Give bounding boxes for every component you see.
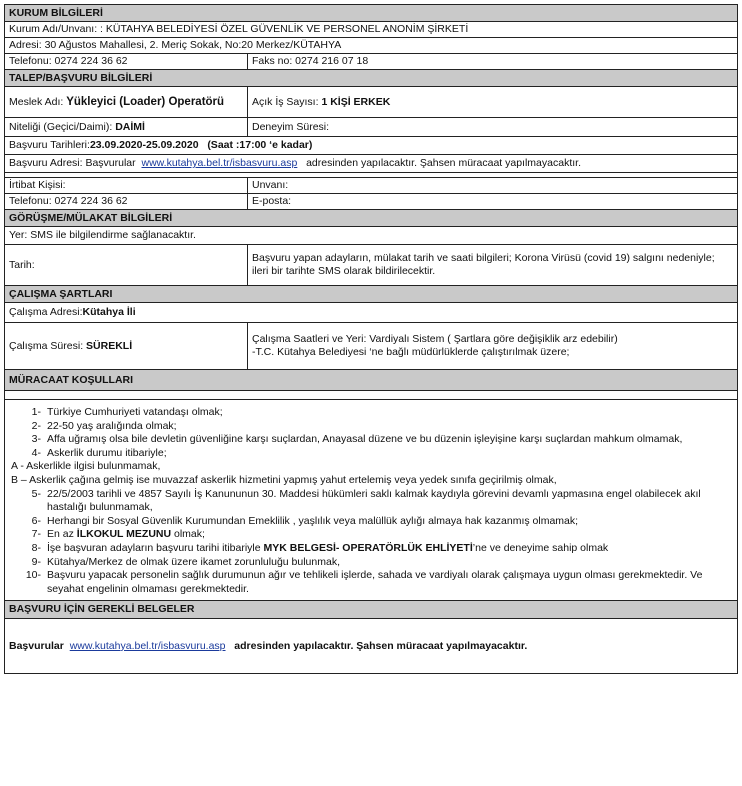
deneyim-label: Deneyim Süresi: <box>248 118 738 137</box>
list-item-text: 22/5/2003 tarihli ve 4857 Sayılı İş Kanununun 30. Maddesi hükümleri saklı kalmak kaydıyla görevini devamlı yapmasına engel olabilecek akıl hastalığı bulunmamak, <box>47 487 701 514</box>
list-item <box>11 515 731 529</box>
section-header-gorusme: GÖRÜŞME/MÜLAKAT BİLGİLERİ <box>5 210 738 227</box>
tarih-value: 23.09.2020-25.09.2020 <box>89 139 199 151</box>
list-item-text-post: ’ne ve deneyime sahip olmak <box>472 541 609 554</box>
list-item-number: 3- <box>31 433 41 446</box>
list-item-number: 5- <box>31 487 41 500</box>
calisma-saat-line2: -T.C. Kütahya Belediyesi ‘ne bağlı müdürlüklerde çalıştırılmak üzere; <box>252 346 570 358</box>
list-item-text <box>47 528 731 542</box>
list-item-text-post: olmak; <box>171 528 205 541</box>
basvuru-link[interactable]: www.kutahya.bel.tr/isbasvuru.asp <box>141 157 298 169</box>
tarih-label: Başvuru Tarihleri: <box>9 139 90 151</box>
section-header-kurum: KURUM BİLGİLERİ <box>5 5 738 22</box>
calisma-saat-cell <box>248 323 738 370</box>
list-item <box>11 488 731 515</box>
section-header-talep: TALEP/BAŞVURU BİLGİLERİ <box>5 70 738 87</box>
acik-is-label: Açık İş Sayısı: <box>252 95 319 108</box>
saat-value: (Saat :17:00 ‘e kadar) <box>207 139 313 151</box>
list-item-text: Herhangi bir Sosyal Güvenlik Kurumundan Emeklilik , yaşlılık veya malüllük aylığı almaya hak kazanmış olmamak; <box>47 514 579 527</box>
calisma-sure-label: Çalışma Süresi: <box>9 339 84 352</box>
list-item <box>11 542 731 556</box>
list-item <box>11 528 731 542</box>
irtibat-label: İrtibat Kişisi: <box>5 178 248 194</box>
list-item-text: Türkiye Cumhuriyeti vatandaşı olmak; <box>47 406 223 418</box>
calisma-sure-value: SÜREKLİ <box>86 339 133 352</box>
basvuru-adres-suffix: adresinden yapılacaktır. Şahsen müracaat yapılmayacaktır. <box>306 157 581 169</box>
belgeler-link[interactable]: www.kutahya.bel.tr/isbasvuru.asp <box>69 639 226 652</box>
list-item <box>11 460 731 474</box>
list-item-number: 9- <box>31 555 41 568</box>
section-header-belgeler: BAŞVURU İÇİN GEREKLİ BELGELER <box>5 601 738 619</box>
document-page <box>4 4 738 674</box>
nitelik-cell <box>5 118 248 137</box>
kurum-telefon: Telefonu: 0274 224 36 62 <box>5 54 248 70</box>
list-item-text-pre: İşe başvuran adayların başvuru tarihi itibariyle <box>47 541 264 554</box>
calisma-saat-line1: Çalışma Saatleri ve Yeri: Vardiyalı Sistem ( Şartlara göre değişiklik arz edebilir) <box>252 333 618 345</box>
list-item-text: Askerlik durumu itibariyle; <box>47 446 167 459</box>
calisma-sure-cell <box>5 323 248 370</box>
belgeler-pre: Başvurular <box>9 639 64 652</box>
tarih-cell <box>5 137 738 155</box>
basvuru-adres-label: Başvuru Adresi: Başvurular <box>9 157 136 169</box>
list-item-text-bold: İLKOKUL MEZUNU <box>76 528 172 541</box>
gorusme-tarih-value: Başvuru yapan adayların, mülakat tarih ve saati bilgileri; Korona Virüsü (covid 19) salgını nedeniyle; ileri bir tarihte SMS olarak bildirilecektir. <box>248 245 738 286</box>
section-header-calisma: ÇALIŞMA ŞARTLARI <box>5 286 738 303</box>
list-item <box>11 556 731 570</box>
section-header-muracaat: MÜRACAAT KOŞULLARI <box>5 370 738 391</box>
gorusme-yer: Yer: SMS ile bilgilendirme sağlanacaktır. <box>5 227 738 245</box>
list-item <box>11 447 731 461</box>
kurum-unvan: Kurum Adı/Unvanı: : KÜTAHYA BELEDİYESİ ÖZEL GÜVENLİK VE PERSONEL ANONİM ŞİRKETİ <box>5 22 738 38</box>
calisma-adres-value: Kütahya İli <box>82 306 136 318</box>
unvani-label: Unvanı: <box>248 178 738 194</box>
list-item <box>11 569 731 596</box>
nitelik-label: Niteliği (Geçici/Daimi): <box>9 120 113 133</box>
list-item-text: A - Askerlikle ilgisi bulunmamak, <box>11 460 161 473</box>
list-item <box>11 474 731 488</box>
eposta-label: E-posta: <box>248 194 738 210</box>
basvuru-adres-cell <box>5 155 738 173</box>
list-item <box>11 420 731 434</box>
list-item-text: 22-50 yaş aralığında olmak; <box>47 419 177 432</box>
meslek-cell <box>5 87 248 118</box>
list-item-text: Başvuru yapacak personelin sağlık durumunun ağır ve tehlikeli işlerde, sahada ve vardiyalı olarak çalışmaya uygun olması gerekmektedir. Ve seyahat engelinin olmaması gerekmektedir. <box>47 569 703 595</box>
list-item-number: 10- <box>25 569 41 582</box>
form-table <box>4 4 738 674</box>
calisma-adres-cell <box>5 303 738 323</box>
list-item-text: Kütahya/Merkez de olmak üzere ikamet zorunluluğu bulunmak, <box>47 555 340 568</box>
list-item <box>11 433 731 447</box>
list-item-text: B – Askerlik çağına gelmiş ise muvazzaf askerlik hizmetini yapmış yahut ertelemiş veya yedek sınıfa geçirilmiş olmak, <box>11 473 557 486</box>
kurum-faks: Faks no: 0274 216 07 18 <box>248 54 738 70</box>
list-item-number: 6- <box>31 514 41 527</box>
list-item-number: 1- <box>31 406 41 418</box>
belgeler-cell <box>5 619 738 674</box>
list-item-number: 8- <box>31 541 41 554</box>
list-item-text-bold: MYK BELGESİ- OPERATÖRLÜK EHLİYETİ <box>263 541 473 554</box>
list-item <box>11 406 731 420</box>
talep-telefon: Telefonu: 0274 224 36 62 <box>5 194 248 210</box>
meslek-value: Yükleyici (Loader) Operatörü <box>66 95 225 108</box>
meslek-label: Meslek Adı: <box>9 95 64 108</box>
muracaat-list <box>5 400 738 601</box>
calisma-adres-label: Çalışma Adresi: <box>9 306 83 318</box>
list-item-text: Affa uğramış olsa bile devletin güvenliğine karşı suçlardan, Anayasal düzene ve bu düzenin işleyişine karşı suçlardan mahkum olmamak, <box>47 433 683 446</box>
list-item-text <box>47 542 731 556</box>
nitelik-value: DAİMİ <box>115 120 145 133</box>
gorusme-tarih-label: Tarih: <box>5 245 248 286</box>
list-item-number: 2- <box>31 419 41 432</box>
acik-is-cell <box>248 87 738 118</box>
list-item-number: 4- <box>31 446 41 459</box>
list-item-text-pre: En az <box>47 528 77 541</box>
spacer-row-2 <box>5 391 738 400</box>
kurum-adres: Adresi: 30 Ağustos Mahallesi, 2. Meriç Sokak, No:20 Merkez/KÜTAHYA <box>5 38 738 54</box>
list-item-number: 7- <box>31 528 41 541</box>
belgeler-post: adresinden yapılacaktır. Şahsen müracaat yapılmayacaktır. <box>234 639 528 652</box>
acik-is-value: 1 KİŞİ ERKEK <box>321 95 391 108</box>
